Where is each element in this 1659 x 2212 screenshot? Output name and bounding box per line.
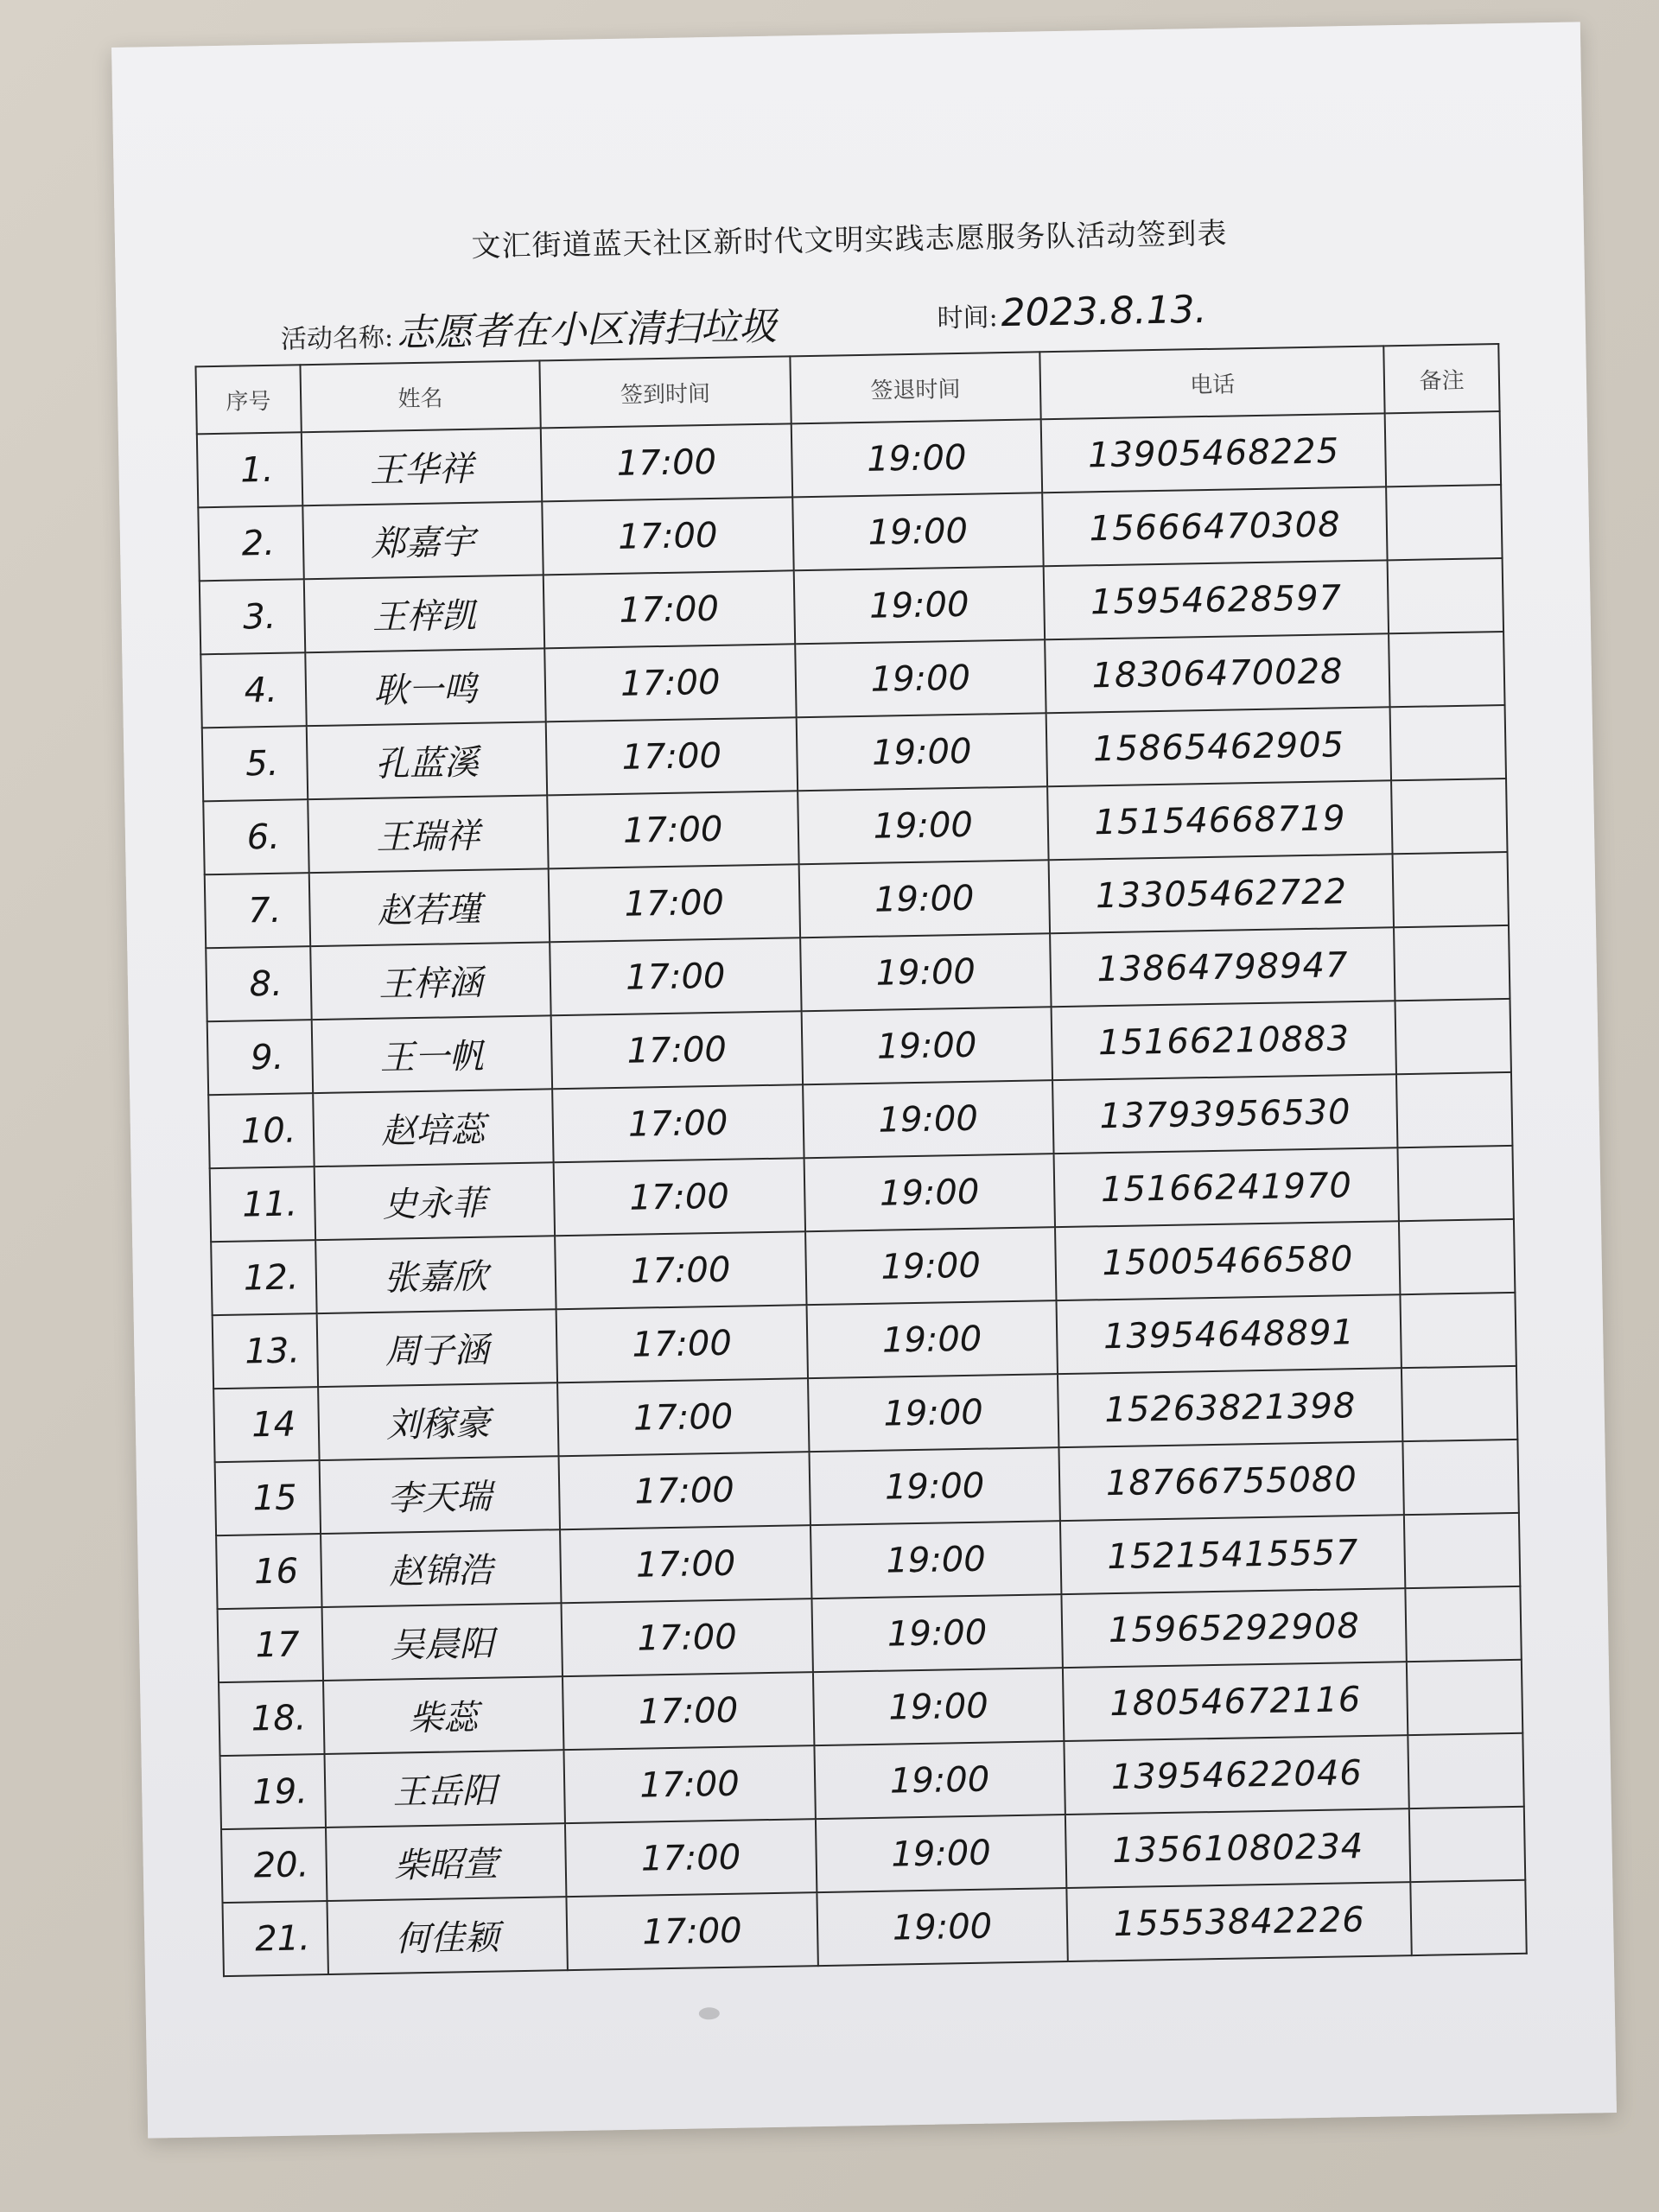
row-serial: 16 (216, 1534, 321, 1609)
row-sign-out-time: 19:00 (814, 1741, 1065, 1819)
row-sign-in-time: 17:00 (543, 570, 795, 648)
row-sign-in-time: 17:00 (544, 644, 796, 721)
row-phone: 15553842226 (1067, 1882, 1413, 1961)
row-sign-in-time: 17:00 (562, 1599, 813, 1676)
row-name: 张嘉欣 (315, 1236, 556, 1313)
row-sign-in-time: 17:00 (552, 1084, 804, 1162)
row-note (1401, 1293, 1516, 1368)
row-serial: 19. (220, 1754, 326, 1829)
row-note (1389, 632, 1504, 707)
row-phone: 15666470308 (1042, 486, 1388, 566)
row-name: 王梓涵 (310, 942, 551, 1020)
row-sign-out-time: 19:00 (810, 1521, 1062, 1599)
header-phone: 电话 (1039, 346, 1384, 419)
row-sign-out-time: 19:00 (813, 1668, 1065, 1745)
row-name: 王华祥 (301, 428, 542, 505)
row-phone: 13864798947 (1050, 927, 1395, 1007)
row-phone: 15965292908 (1062, 1588, 1408, 1668)
row-name: 赵若瑾 (308, 868, 550, 946)
row-sign-out-time: 19:00 (795, 639, 1046, 717)
row-name: 赵锦浩 (321, 1529, 562, 1607)
row-name: 李天瑞 (319, 1456, 560, 1534)
row-phone: 13954622046 (1065, 1735, 1410, 1815)
row-sign-out-time: 19:00 (805, 1227, 1057, 1305)
row-phone: 18766755080 (1059, 1441, 1405, 1521)
row-serial: 6. (203, 799, 308, 874)
row-note (1399, 1219, 1515, 1294)
row-name: 赵培蕊 (313, 1089, 554, 1166)
header-serial: 序号 (195, 365, 301, 434)
row-note (1402, 1366, 1517, 1441)
row-serial: 21. (223, 1901, 328, 1976)
row-name: 柴昭萱 (326, 1823, 567, 1901)
row-sign-in-time: 17:00 (550, 938, 801, 1015)
header-sign-out-time: 签退时间 (790, 352, 1041, 423)
row-serial: 1. (197, 432, 302, 507)
row-note (1394, 925, 1510, 1001)
row-name: 何佳颖 (327, 1897, 568, 1974)
row-name: 王一帆 (311, 1015, 552, 1093)
header-sign-in-time: 签到时间 (540, 356, 791, 428)
row-name: 耿一鸣 (305, 648, 546, 726)
row-serial: 2. (198, 505, 303, 581)
sign-in-sheet-paper (111, 22, 1617, 2138)
row-note (1411, 1880, 1527, 1955)
row-sign-out-time: 19:00 (816, 1815, 1067, 1892)
row-sign-out-time: 19:00 (811, 1594, 1063, 1672)
row-serial: 18. (219, 1681, 324, 1756)
row-note (1391, 779, 1507, 854)
row-sign-in-time: 17:00 (541, 423, 792, 501)
row-note (1407, 1660, 1522, 1735)
row-serial: 20. (221, 1827, 327, 1903)
row-sign-in-time: 17:00 (559, 1452, 810, 1529)
row-phone: 18306470028 (1045, 633, 1390, 713)
row-phone: 15263821398 (1058, 1368, 1403, 1447)
row-phone: 13793956530 (1052, 1074, 1398, 1154)
row-note (1404, 1513, 1520, 1588)
row-phone: 15865462905 (1046, 707, 1392, 786)
row-sign-out-time: 19:00 (798, 860, 1050, 938)
paper-smudge (699, 2007, 720, 2019)
row-note (1398, 1146, 1514, 1221)
row-phone: 13561080234 (1065, 1808, 1411, 1888)
activity-time-line (937, 288, 1207, 336)
row-name: 王岳阳 (324, 1750, 565, 1827)
row-sign-in-time: 17:00 (547, 791, 798, 868)
row-note (1388, 558, 1503, 633)
row-phone: 13954648891 (1057, 1294, 1402, 1374)
row-phone: 15166210883 (1052, 1001, 1397, 1080)
row-serial: 15 (215, 1460, 321, 1535)
row-name: 王瑞祥 (308, 795, 549, 873)
row-sign-out-time: 19:00 (791, 419, 1042, 497)
row-name: 刘稼豪 (318, 1382, 559, 1460)
row-sign-out-time: 19:00 (796, 713, 1047, 791)
row-sign-out-time: 19:00 (806, 1300, 1058, 1378)
row-note (1395, 999, 1511, 1074)
activity-name-label: 活动名称: (280, 322, 394, 355)
row-phone: 15005466580 (1055, 1221, 1401, 1300)
row-phone: 13305462722 (1049, 854, 1395, 933)
row-name: 柴蕊 (323, 1676, 564, 1754)
row-sign-in-time: 17:00 (554, 1158, 805, 1236)
row-phone: 15215415557 (1060, 1515, 1406, 1594)
row-sign-out-time: 19:00 (809, 1447, 1060, 1525)
row-note (1386, 485, 1502, 560)
row-serial: 17 (218, 1607, 323, 1682)
row-sign-out-time: 19:00 (804, 1154, 1055, 1231)
row-serial: 12. (211, 1240, 316, 1315)
row-serial: 14 (213, 1387, 319, 1462)
row-sign-in-time: 17:00 (564, 1745, 816, 1823)
row-sign-out-time: 19:00 (792, 493, 1044, 570)
row-note (1408, 1733, 1524, 1808)
row-sign-in-time: 17:00 (563, 1672, 814, 1750)
row-name: 史永菲 (314, 1162, 555, 1240)
row-sign-in-time: 17:00 (557, 1378, 809, 1456)
row-sign-in-time: 17:00 (555, 1231, 806, 1309)
row-sign-in-time: 17:00 (556, 1305, 808, 1382)
row-note (1385, 411, 1501, 486)
row-serial: 4. (200, 652, 306, 728)
row-sign-in-time: 17:00 (565, 1819, 817, 1897)
row-name: 吴晨阳 (321, 1603, 563, 1681)
row-note (1406, 1586, 1522, 1662)
row-note (1396, 1072, 1512, 1147)
activity-name-line (280, 296, 777, 359)
row-phone: 15166241970 (1054, 1147, 1400, 1227)
row-serial: 13. (213, 1313, 318, 1389)
document-title: 文汇街道蓝天社区新时代文明实践志愿服务队活动签到表 (471, 216, 1228, 264)
row-sign-out-time: 19:00 (798, 786, 1049, 864)
row-name: 郑嘉宇 (302, 501, 543, 579)
row-sign-out-time: 19:00 (817, 1888, 1068, 1966)
row-note (1393, 852, 1509, 927)
row-phone: 13905468225 (1041, 413, 1387, 493)
row-note (1390, 705, 1506, 780)
row-serial: 11. (210, 1166, 315, 1242)
activity-time-label: 时间: (937, 302, 999, 334)
row-sign-in-time: 17:00 (567, 1892, 818, 1970)
row-note (1409, 1807, 1525, 1882)
row-sign-in-time: 17:00 (549, 864, 800, 942)
sign-in-table (194, 343, 1527, 1977)
row-phone: 18054672116 (1063, 1662, 1408, 1741)
activity-name-value: 志愿者在小区清扫垃圾 (396, 304, 778, 356)
row-serial: 5. (202, 726, 308, 801)
row-sign-out-time: 19:00 (800, 933, 1052, 1011)
row-note (1403, 1440, 1519, 1515)
activity-time-value: 2023.8.13. (1001, 287, 1207, 336)
row-serial: 10. (208, 1093, 314, 1168)
row-name: 王梓凯 (303, 575, 544, 652)
header-note: 备注 (1384, 344, 1500, 413)
row-phone: 15954628597 (1044, 560, 1389, 639)
row-sign-out-time: 19:00 (803, 1080, 1054, 1158)
row-sign-out-time: 19:00 (808, 1374, 1059, 1452)
row-sign-in-time: 17:00 (551, 1011, 803, 1089)
row-serial: 9. (207, 1020, 313, 1095)
row-sign-in-time: 17:00 (542, 497, 793, 575)
row-name: 孔蓝溪 (306, 721, 547, 799)
row-serial: 3. (200, 579, 305, 654)
row-sign-out-time: 19:00 (801, 1007, 1052, 1084)
header-name: 姓名 (300, 360, 541, 432)
row-sign-in-time: 17:00 (560, 1525, 811, 1603)
row-serial: 7. (205, 873, 310, 948)
row-serial: 8. (206, 946, 311, 1021)
row-sign-in-time: 17:00 (546, 717, 798, 795)
row-sign-out-time: 19:00 (793, 566, 1045, 644)
row-phone: 15154668719 (1047, 780, 1393, 860)
row-name: 周子涵 (316, 1309, 557, 1387)
